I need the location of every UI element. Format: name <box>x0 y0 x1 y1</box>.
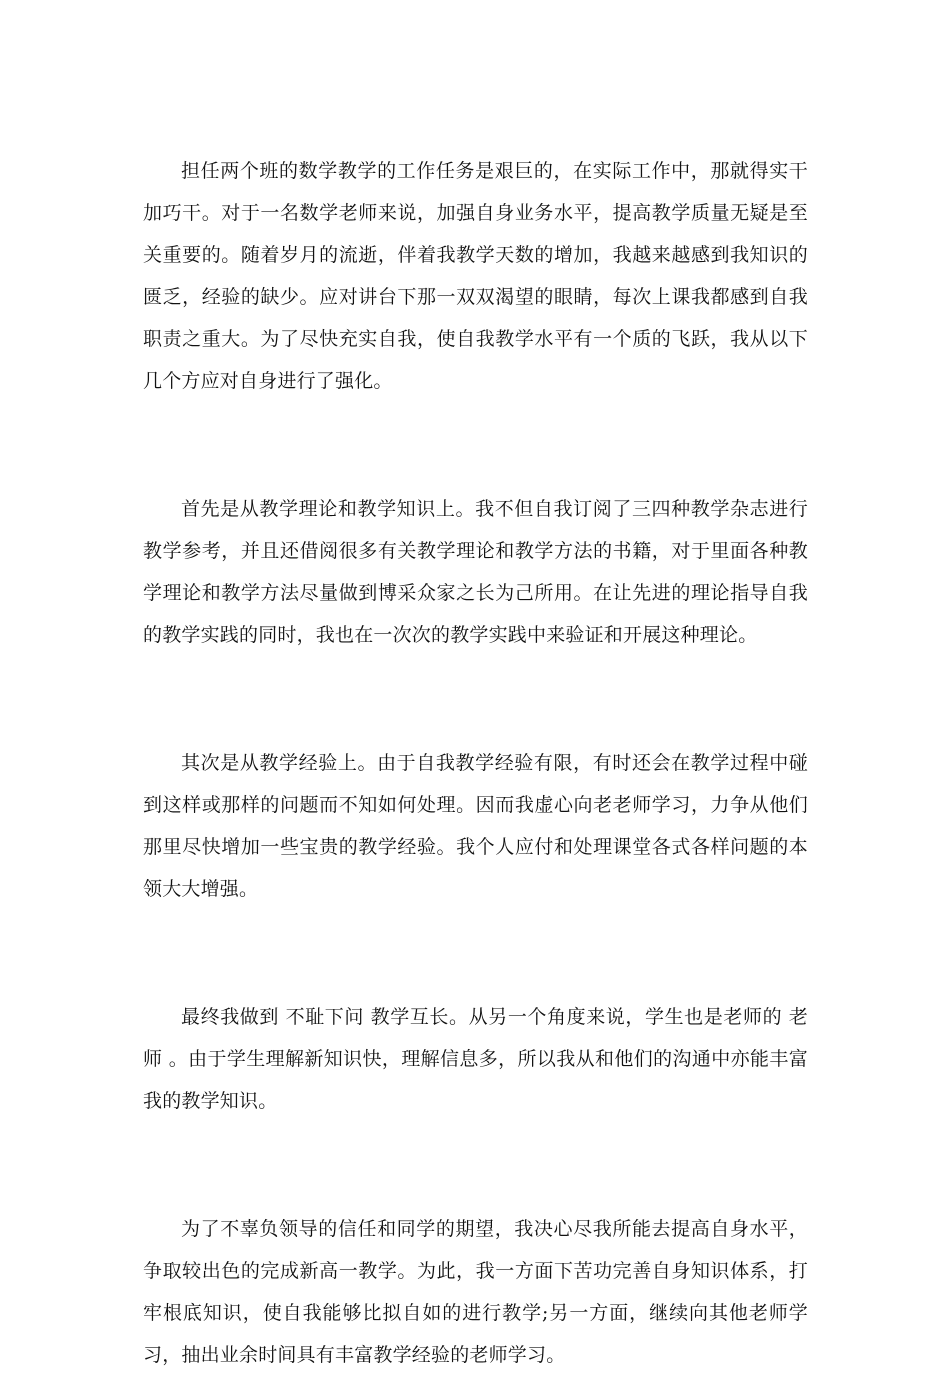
document-body <box>143 150 808 1376</box>
paragraph-1: 担任两个班的数学教学的工作任务是艰巨的，在实际工作中，那就得实干加巧干。对于一名数学老师来说，加强自身业务水平，提高教学质量无疑是至关重要的。随着岁月的流逝，伴着我教学天数的增加，我越来越感到我知识的匮乏，经验的缺少。应对讲台下那一双双渴望的眼睛，每次上课我都感到自我职责之重大。为了尽快充实自我，使自我教学水平有一个质的飞跃，我从以下几个方应对自身进行了强化。 <box>143 160 808 392</box>
paragraph-5: 为了不辜负领导的信任和同学的期望，我决心尽我所能去提高自身水平，争取较出色的完成新高一教学。为此，我一方面下苦功完善自身知识体系，打牢根底知识，使自我能够比拟自如的进行教学;另一方面，继续向其他老师学习，抽出业余时间具有丰富教学经验的老师学习。 <box>143 1218 808 1366</box>
paragraph-4: 最终我做到 不耻下问 教学互长。从另一个角度来说，学生也是老师的 老师 。由于学生理解新知识快，理解信息多，所以我从和他们的沟通中亦能丰富我的教学知识。 <box>143 1006 808 1112</box>
paragraph-2: 首先是从教学理论和教学知识上。我不但自我订阅了三四种教学杂志进行教学参考，并且还借阅很多有关教学理论和教学方法的书籍，对于里面各种教学理论和教学方法尽量做到博采众家之长为己所用。在让先进的理论指导自我的教学实践的同时，我也在一次次的教学实践中来验证和开展这种理论。 <box>143 498 808 646</box>
paragraph-3: 其次是从教学经验上。由于自我教学经验有限，有时还会在教学过程中碰到这样或那样的问题而不知如何处理。因而我虚心向老老师学习，力争从他们那里尽快增加一些宝贵的教学经验。我个人应付和处理课堂各式各样问题的本领大大增强。 <box>143 752 808 900</box>
